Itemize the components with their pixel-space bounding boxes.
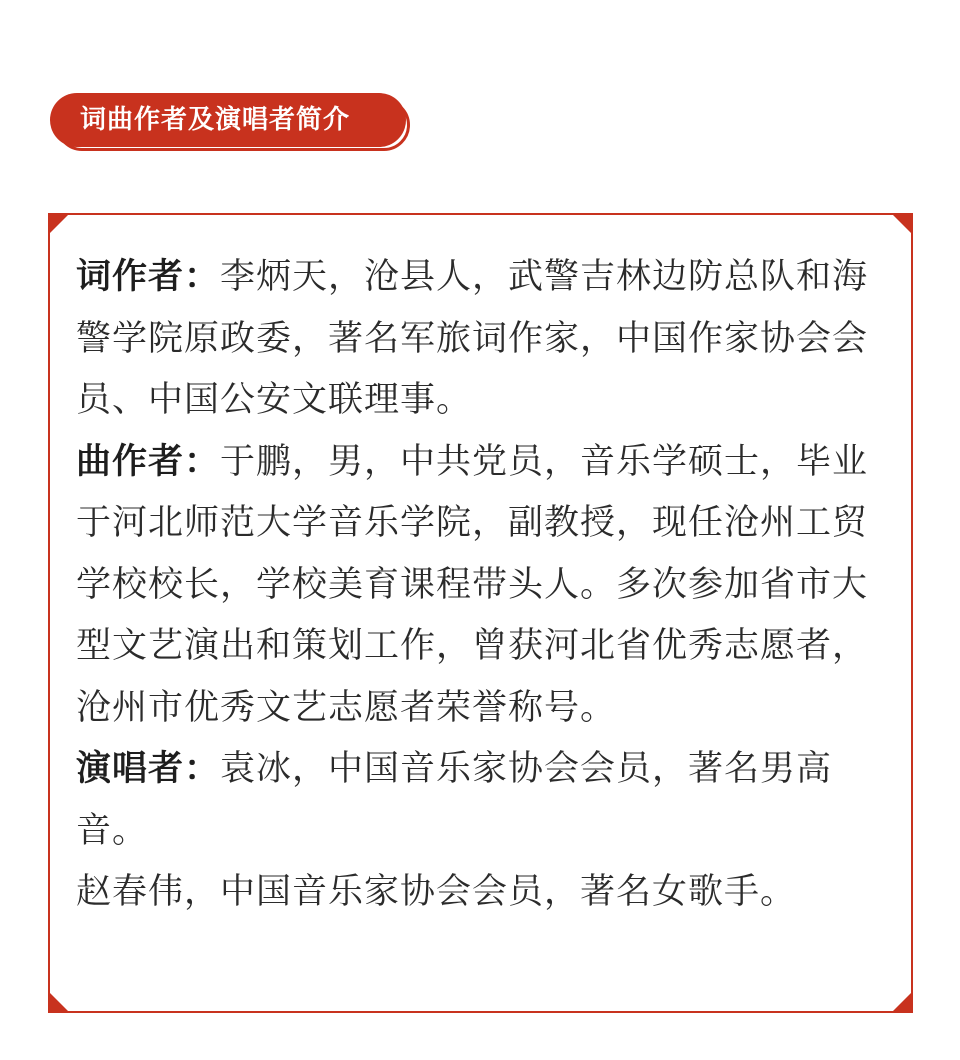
section-header-title: 词曲作者及演唱者简介 <box>80 105 351 135</box>
performer-2-paragraph <box>76 862 891 924</box>
performer-label: 演唱者： <box>76 749 221 789</box>
corner-ornament-top-right-icon <box>889 213 913 237</box>
lyricist-label: 词作者： <box>76 257 221 297</box>
corner-ornament-top-left-icon <box>48 213 72 237</box>
composer-label: 曲作者： <box>76 441 221 482</box>
section-header <box>50 93 416 157</box>
performer-paragraph <box>76 739 891 862</box>
performer-2-text: 赵春伟，中国音乐家协会会员，著名女歌手。 <box>76 872 797 912</box>
corner-ornament-bottom-right-icon <box>889 989 913 1013</box>
performer-text: 袁冰，中国音乐家协会会员，著名男高音。 <box>76 749 833 851</box>
bio-content <box>76 247 891 924</box>
lyricist-paragraph <box>76 247 891 432</box>
section-header-pill <box>50 93 406 147</box>
lyricist-text: 李炳天，沧县人，武警吉林边防总队和海警学院原政委，著名军旅词作家，中国作家协会会员、中国公安文联理事。 <box>76 257 869 420</box>
content-frame <box>48 213 913 1013</box>
composer-text: 于鹏，男，中共党员，音乐学硕士，毕业于河北师范大学音乐学院，副教授，现任沧州工贸学校校长，学校美育课程带头人。多次参加省市大型文艺演出和策划工作，曾获河北省优秀志愿者，沧州市优秀文艺志愿者荣誉称号。 <box>76 441 869 728</box>
corner-ornament-bottom-left-icon <box>48 989 72 1013</box>
composer-paragraph <box>76 432 891 740</box>
